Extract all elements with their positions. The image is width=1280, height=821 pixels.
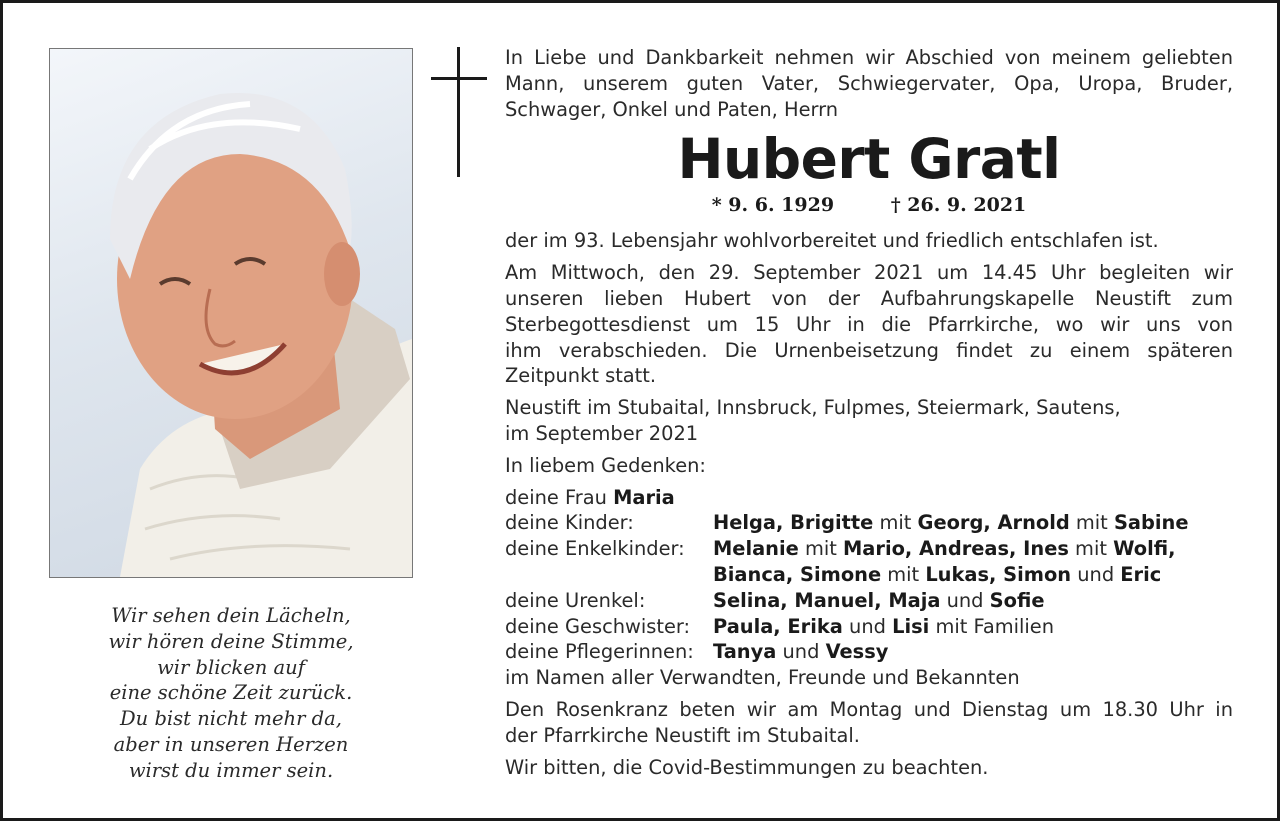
family-label: deine Geschwister: bbox=[505, 614, 691, 638]
portrait-illustration bbox=[50, 49, 412, 577]
family-label: deine Kinder: bbox=[505, 511, 634, 535]
family-wife bbox=[505, 485, 1233, 511]
family-label: deine Frau bbox=[505, 485, 607, 509]
family-member: Helga, Brigitte bbox=[713, 511, 874, 535]
family-label: deine Pflegerinnen: bbox=[505, 640, 694, 664]
family-member: Lisi bbox=[892, 614, 930, 638]
funeral-paragraph bbox=[505, 260, 1233, 389]
age-line: der im 93. Lebensjahr wohlvorbereitet und friedlich entschlafen ist. bbox=[505, 229, 1159, 253]
family-caregivers: deine Pflegerinnen: Tanya und Vessy bbox=[505, 640, 889, 664]
family-member: Vessy bbox=[825, 640, 889, 664]
family-children: deine Kinder: Helga, Brigitte mit Georg, Arnold mit Sabine bbox=[505, 511, 1189, 535]
family-label: deine Urenkel: bbox=[505, 588, 646, 612]
family-member: Bianca, Simone bbox=[713, 562, 882, 586]
family-member: Lukas, Simon bbox=[925, 562, 1072, 586]
rosary-paragraph bbox=[505, 697, 1233, 749]
birth-date: * 9. 6. 1929 bbox=[711, 194, 835, 217]
funeral-line: Sterbegottesdienst um 15 Uhr in die Pfarrkirche, wo wir uns von bbox=[505, 312, 1233, 336]
family-label: deine Enkelkinder: bbox=[505, 537, 685, 561]
place-line: Neustift im Stubaital, Innsbruck, Fulpmes, Steiermark, Sautens, bbox=[505, 396, 1121, 420]
memorial-poem bbox=[49, 603, 413, 784]
intro-line: Mann, unserem guten Vater, Schwiegervater, Opa, Uropa, Bruder, bbox=[505, 71, 1233, 95]
memory-heading: In liebem Gedenken: bbox=[505, 453, 706, 477]
family-member: Georg, Arnold bbox=[917, 511, 1070, 535]
relatives-line: im Namen aller Verwandten, Freunde und Bekannten bbox=[505, 666, 1020, 690]
family-member: Tanya bbox=[713, 640, 777, 664]
family-list bbox=[505, 485, 1233, 691]
family-member: Wolfi, bbox=[1113, 537, 1176, 561]
intro-paragraph bbox=[505, 45, 1233, 122]
poem-line: wirst du immer sein. bbox=[128, 758, 334, 782]
family-member: Sabine bbox=[1113, 511, 1189, 535]
family-great-grandchildren: deine Urenkel: Selina, Manuel, Maja und Sofie bbox=[505, 588, 1045, 612]
family-member: Selina, Manuel, Maja bbox=[713, 588, 941, 612]
rosary-line: Den Rosenkranz beten wir am Montag und Dienstag um 18.30 Uhr in bbox=[505, 697, 1233, 721]
deceased-name: Hubert Gratl bbox=[677, 127, 1061, 192]
poem-line: aber in unseren Herzen bbox=[113, 732, 349, 756]
death-date: † 26. 9. 2021 bbox=[890, 194, 1027, 217]
intro-line: Schwager, Onkel und Paten, Herrn bbox=[505, 97, 839, 121]
poem-line: wir blicken auf bbox=[157, 655, 305, 679]
covid-notice: Wir bitten, die Covid-Bestimmungen zu beachten. bbox=[505, 755, 989, 779]
cross-icon bbox=[431, 47, 487, 179]
family-grandchildren-cont: Bianca, Simone mit Lukas, Simon und Eric bbox=[713, 562, 1162, 586]
obituary-text bbox=[505, 45, 1233, 780]
intro-line: In Liebe und Dankbarkeit nehmen wir Abschied von meinem geliebten bbox=[505, 46, 1233, 69]
funeral-line: ihm verabschieden. Die Urnenbeisetzung findet zu einem späteren bbox=[505, 338, 1233, 362]
rosary-line: der Pfarrkirche Neustift im Stubaital. bbox=[505, 723, 860, 747]
poem-line: eine schöne Zeit zurück. bbox=[109, 681, 353, 705]
life-dates bbox=[505, 192, 1233, 218]
family-member: Maria bbox=[613, 485, 675, 509]
family-member: Mario, Andreas, Ines bbox=[843, 537, 1069, 561]
family-member: Melanie bbox=[713, 537, 799, 561]
family-member: Eric bbox=[1120, 562, 1162, 586]
family-member: Paula, Erika bbox=[713, 614, 843, 638]
portrait-photo bbox=[49, 48, 413, 578]
family-grandchildren: deine Enkelkinder: Melanie mit Mario, Andreas, Ines mit Wolfi, bbox=[505, 537, 1176, 561]
funeral-line: Zeitpunkt statt. bbox=[505, 364, 657, 388]
place-line: im September 2021 bbox=[505, 421, 699, 445]
poem-line: Du bist nicht mehr da, bbox=[120, 707, 342, 731]
funeral-line: unseren lieben Hubert von der Aufbahrungskapelle Neustift zum bbox=[505, 286, 1233, 310]
poem-line: Wir sehen dein Lächeln, bbox=[111, 604, 351, 627]
family-member: Sofie bbox=[989, 588, 1045, 612]
family-siblings: deine Geschwister: Paula, Erika und Lisi mit Familien bbox=[505, 614, 1055, 638]
funeral-line: Am Mittwoch, den 29. September 2021 um 14.45 Uhr begleiten wir bbox=[505, 261, 1233, 285]
poem-line: wir hören deine Stimme, bbox=[108, 629, 354, 653]
place-date bbox=[505, 395, 1233, 447]
